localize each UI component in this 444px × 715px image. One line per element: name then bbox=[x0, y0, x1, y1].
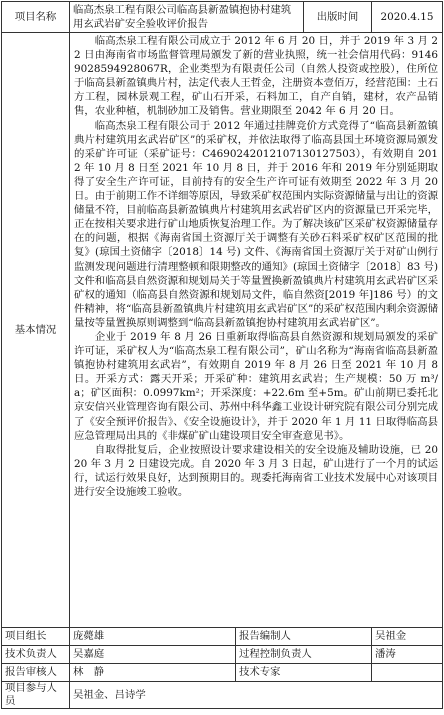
tech-label: 技术负责人 bbox=[2, 646, 70, 664]
basic-info-label: 基本情况 bbox=[2, 33, 70, 628]
basic-info-paragraph: 自取得批复后，企业按照设计要求建设相关的安全设施及辅助设施，已 2020 年 3 月 2 日建设完成。自 2020 年 3 月 3 日起，矿山进行了一个月的试运行，试运行效果良好，达到预期目的。现委托海南省工业技术发展中心对该项目进行安全设施竣工验收。 bbox=[74, 443, 438, 498]
signature-row bbox=[2, 628, 443, 646]
signature-row bbox=[2, 664, 443, 682]
basic-info-paragraph: 企业于 2019 年 8 月 26 日重新取得临高县自然资源和规划局颁发的采矿许可证，采矿权人为“临高杰泉工程有限公司”，矿山名称为“海南省临高县新盈镇抱协村建筑用玄武岩”，有效期自 2019 年 8 月 26 日至 2021 年 10 月 8 日。开采方式：露天开采；开采矿种：建筑用玄武岩；生产规模：50 万 m³/a；矿区面积：0.0997km²；开采深度：+22.6m 至+5m。矿山前期已委托北京安信兴业管理咨询有限公司、苏州中科华鑫工业设计研究院有限公司分别完成了《安全预评价报告》、《安全设施设计》，并于 2020 年 1 月 11 日取得临高县应急管理局出具的《非煤矿矿山建设项目安全审查意见书》。 bbox=[74, 330, 438, 442]
leader-label: 项目组长 bbox=[2, 628, 70, 646]
staff-value: 吴祖金、吕诗学 bbox=[70, 682, 443, 709]
basic-info-row bbox=[2, 33, 443, 628]
basic-info-content bbox=[70, 33, 443, 628]
signature-row bbox=[2, 682, 443, 709]
header-row bbox=[2, 2, 443, 33]
publish-time-label: 出版时间 bbox=[304, 2, 372, 33]
writer-value: 吴祖金 bbox=[372, 628, 443, 646]
writer-label: 报告编制人 bbox=[236, 628, 372, 646]
project-name-value: 临高杰泉工程有限公司临高县新盈镇抱协村建筑用玄武岩矿安全验收评价报告 bbox=[70, 2, 304, 33]
process-label: 过程控制负责人 bbox=[236, 646, 372, 664]
leader-value: 庞薨雄 bbox=[70, 628, 236, 646]
expert-label: 技术专家 bbox=[236, 664, 372, 682]
tech-value: 吴嘉庭 bbox=[70, 646, 236, 664]
process-value: 潘涛 bbox=[372, 646, 443, 664]
project-name-label: 项目名称 bbox=[2, 2, 70, 33]
reviewer-value: 林 静 bbox=[70, 664, 236, 682]
publish-time-value: 2020.4.15 bbox=[372, 2, 443, 33]
report-info-table bbox=[1, 1, 443, 709]
staff-label: 项目参与人员 bbox=[2, 682, 70, 709]
basic-info-paragraph: 临高杰泉工程有限公司成立于 2012 年 6 月 20 日，并于 2019 年 3 月 22 日由海南省市场监督管理局颁发了新的营业执照，统一社会信用代码：91469028594928067R，企业类型为有限责任公司（自然人投资或控股），住所位于临高县新盈镇典片村，法定代表人王哲金，注册资本壹佰万，经营范围：土石方工程，园林景观工程，矿山石开采，石料加工，自产自销，建材，农产品销售，农业种植，机制砂加工及销售。营业期限至 2042 年 6 月 20 日。 bbox=[74, 35, 438, 118]
expert-value bbox=[372, 664, 443, 682]
basic-info-paragraph: 临高杰泉工程有限公司于 2012 年通过挂牌竞价方式竞得了“临高县新盈镇典片村建筑用玄武岩矿区”的采矿权，并依法取得了临高县国土环境资源局颁发的采矿许可证（采矿证号：C4690242012107130127503），有效期自 2012 年 10 月 8 日至 2021 年 10 月 8 日，并于 2016 年和 2019 年分别延期取得了安全生产许可证，目前持有的安全生产许可证有效期至 2022 年 3 月 20 日。由于前期工作不详细等原因，导致采矿权范围内实际资源储量与出让的资源储量不符，目前临高县新盈镇典片村建筑用玄武岩矿区内的资源量已开采完毕，正在按相关要求进行矿山地质恢复治理工作。为了解决该矿区采矿权资源储量存在的问题，根据《海南省国土资源厅关于调整有关砂石料采矿权矿区范围的批复》(琼国土资储字〔2018〕14 号) 文件、《海南省国土资源厅关于对矿山例行监测发现问题进行清理整顿和限期整改的通知》(琼国土资储字〔2018〕83 号) 文件和临高县自然资源和规划局关于等量置换新盈镇典片村建筑用玄武岩矿区采矿权的通知（临高县自然资源和规划局文件，临自然资[2019 年]186 号）的文件精神，将“临高县新盈镇典片村建筑用玄武岩矿区”的采矿权范围内剩余资源储量按等量置换原则调整到“临高县新盈镇抱协村建筑用玄武岩矿区”。 bbox=[74, 119, 438, 329]
reviewer-label: 报告审核人 bbox=[2, 664, 70, 682]
signature-row bbox=[2, 646, 443, 664]
